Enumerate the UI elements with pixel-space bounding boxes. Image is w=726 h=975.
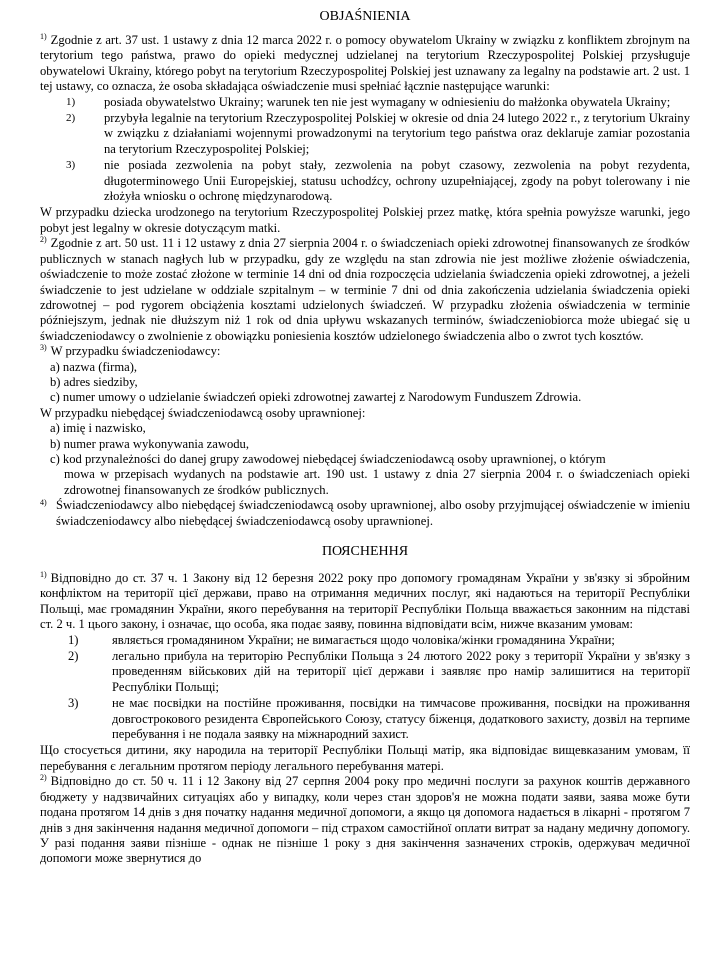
pl-condition-number: 3): [66, 159, 76, 172]
pl-condition-item: [40, 158, 690, 204]
polish-title: OBJAŚNIENIA: [319, 9, 411, 24]
pl-footnote-3-intro2: W przypadku niebędącej świadczeniodawcą osoby uprawnionej:: [40, 405, 366, 420]
ua-footnote-2-mark: 2): [40, 773, 47, 783]
pl-condition-item: [40, 111, 690, 157]
pl-footnote-3-intro: W przypadku świadczeniodawcy:: [50, 344, 221, 359]
ua-condition-number: 3): [68, 696, 79, 711]
polish-explanations: [40, 8, 690, 529]
pl-person-item-text: b) numer prawa wykonywania zawodu,: [50, 436, 249, 451]
pl-person-list: [40, 421, 690, 498]
ua-conditions-list: [40, 633, 690, 743]
pl-footnote-3-mark: 3): [40, 343, 47, 353]
pl-footnote-4: 4) Świadczeniodawcy albo niebędącej świadczeniodawcą osoby uprawnionej, albo osoby przyjmującej oświadczenie w imieniu świadczeniodawcy albo niebędącej świadczeniodawcą osoby uprawnionej.: [40, 498, 690, 528]
pl-footnote-3: [40, 344, 690, 359]
pl-person-item: [50, 421, 690, 436]
pl-provider-item: b) adres siedziby,: [50, 374, 138, 389]
pl-condition-text: przybyła legalnie na terytorium Rzeczypospolitej Polskiej w okresie od dnia 24 lutego 2022 r., z terytorium Ukrainy w związku z działaniami wojennymi prowadzonymi na terytorium tego państwa oraz deklaruje zamiar pozostania na terytorium Rzeczypospolitej Polskiej;: [104, 111, 690, 156]
ua-condition-text: являється громадянином України; не вимагається щодо чоловіка/жінки громадянина України;: [112, 632, 615, 647]
pl-condition-item: [40, 95, 690, 110]
pl-provider-item: c) numer umowy o udzielanie świadczeń opieki zdrowotnej zawartej z Narodowym Funduszem Zdrowia.: [50, 390, 582, 405]
pl-footnote-2: [40, 236, 690, 344]
ukrainian-title: ПОЯСНЕННЯ: [321, 544, 409, 559]
ua-condition-text: не має посвідки на постійне проживання, посвідки на тимчасове проживання, посвідки на проживання довгострокового резидента Європейського Союзу, статусу біженця, додаткового захисту, дозвіл на терпиме перебування і не подала заявку на міжнародний захист.: [112, 696, 690, 742]
ua-child-note: Що стосується дитини, яку народила на території Республіки Польщі матір, яка відповідає вищевказаним умовам, її перебування є легальним протягом періоду легального перебування матері.: [40, 743, 690, 773]
pl-footnote-1: [40, 33, 690, 95]
pl-footnote-1-text: Zgodnie z art. 37 ust. 1 ustawy z dnia 12 marca 2022 r. o pomocy obywatelom Ukrainy w związku z konfliktem zbrojnym na terytorium tego państwa, prawo do opieki medycznej udzielanej na terytorium Rzeczypospolitej Polskiej przysługuje obywatelowi Ukrainy, którego pobyt na terytorium Rzeczypospolitej Polskiej jest uznawany za legalny na podstawie art. 2 ust. 1 tej ustawy, co oznacza, że osoba składająca oświadczenie musi spełniać łącznie następujące warunki:: [40, 33, 690, 94]
pl-child-note: W przypadku dziecka urodzonego na terytorium Rzeczypospolitej Polskiej przez matkę, która spełnia powyższe warunki, jego pobyt jest legalny w okresie dotyczącym matki.: [40, 205, 690, 235]
pl-person-item: [50, 452, 690, 498]
pl-condition-number: 2): [66, 112, 76, 125]
pl-footnote-2-text: Zgodnie z art. 50 ust. 11 i 12 ustawy z dnia 27 sierpnia 2004 r. o świadczeniach opieki zdrowotnej finansowanych ze środków publicznych w stanach nagłych lub w przypadku, gdy ze względu na stan zdrowia nie jest możliwe złożenie oświadczenia, oświadczenie to może zostać złożone w terminie 14 dni od dnia rozpoczęcia udzielania świadczenia opieki zdrowotnej, a jeżeli świadczenie to jest udzielane w oddziale szpitalnym – w terminie 7 dni od dnia zakończenia udzielania świadczenia opieki zdrowotnej – pod rygorem obciążenia kosztami udzielonych świadczeń. W przypadku złożenia oświadczenia w terminie późniejszym, jednak nie dłuższym niż 1 rok od dnia upływu wskazanych terminów, świadczeniobiorca może ubiegać się u świadczeniodawcy o zwolnienie z obowiązku poniesienia kosztów udzielonego świadczenia albo o zwrot tych kosztów.: [40, 236, 690, 343]
ua-footnote-1-text: Відповідно до ст. 37 ч. 1 Закону від 12 березня 2022 року про допомогу громадянам України у зв'язку зі збройним конфліктом на території цієї держави, право на отримання медичних послуг, які надаються на території Республіки Польщі, має громадянин України, якого перебування на території Республіки Польща вважається законним на підставі ст. 2 ч. 1 цього закону, і означає, що особа, яка подає заяву, повинна відповідати всім, нижче вказаним умовам:: [40, 571, 690, 632]
ua-condition-number: 1): [68, 632, 79, 647]
pl-condition-number: 1): [66, 95, 76, 108]
pl-person-item: [50, 437, 690, 452]
ua-footnote-1: [40, 571, 690, 633]
ua-condition-item: [40, 696, 690, 742]
pl-provider-list: [40, 360, 690, 406]
ua-footnote-2: [40, 774, 690, 866]
ua-footnote-2-text: Відповідно до ст. 50 ч. 11 і 12 Закону від 27 серпня 2004 року про медичні послуги за рахунок коштів державного бюджету у надзвичайних ситуаціях або у випадку, коли через стан здоров'я не можна подати заяви, заява може бути подана протягом 14 днів з дня початку надання медичної допомоги, а якщо ця допомога надається в лікарні - протягом 7 днів з дня закінчення надання медичної допомоги – під страхом самостійної оплати витрат за надану медичну допомогу. У разі подання заяви пізніше - однак не пізніше 1 року з дня закінчення зазначених строків, одержувач медичної допомоги може звернутися до: [40, 774, 690, 866]
pl-footnote-2-mark: 2): [40, 235, 47, 245]
pl-person-item-text: a) imię i nazwisko,: [50, 421, 146, 436]
ua-footnote-1-mark: 1): [40, 570, 47, 579]
pl-provider-item: a) nazwa (firma),: [50, 359, 138, 374]
pl-footnote-1-mark: 1): [40, 32, 47, 41]
ua-condition-text: легально прибула на територію Республіки Польща з 24 лютого 2022 року з території України у зв'язку з проведенням військових дій на території цієї держави і заявляє про намір залишитися на території Республіки Польщі;: [112, 649, 690, 694]
pl-person-item-text: c) kod przynależności do danej grupy zawodowej niebędącej świadczeniodawcą osoby uprawnionej, o którym: [50, 451, 606, 466]
ua-condition-item: [40, 633, 690, 648]
pl-condition-text: posiada obywatelstwo Ukrainy; warunek ten nie jest wymagany w odniesieniu do małżonka obywatela Ukrainy;: [104, 94, 671, 109]
pl-conditions-list: [40, 95, 690, 205]
ua-condition-item: [40, 649, 690, 695]
pl-footnote-4-text: Świadczeniodawcy albo niebędącej świadczeniodawcą osoby uprawnionej, albo osoby przyjmującej oświadczenie w imieniu świadczeniodawcy albo niebędącej świadczeniodawcą osoby uprawnionej.: [56, 498, 690, 528]
ukrainian-explanations: [40, 543, 690, 867]
pl-condition-text: nie posiada zezwolenia na pobyt stały, zezwolenia na pobyt czasowy, zezwolenia na pobyt rezydenta, długoterminowego Unii Europejskiej, statusu uchodźcy, ochrony uzupełniającej, zgody na pobyt tolerowany i nie złożyła wniosku o ochronę międzynarodową.: [104, 158, 690, 204]
pl-person-item-continuation: mowa w przepisach wydanych na podstawie art. 190 ust. 1 ustawy z dnia 27 sierpnia 2004 r. o świadczeniach opieki zdrowotnej finansowanych ze środków publicznych.: [64, 467, 690, 497]
ua-condition-number: 2): [68, 649, 79, 664]
